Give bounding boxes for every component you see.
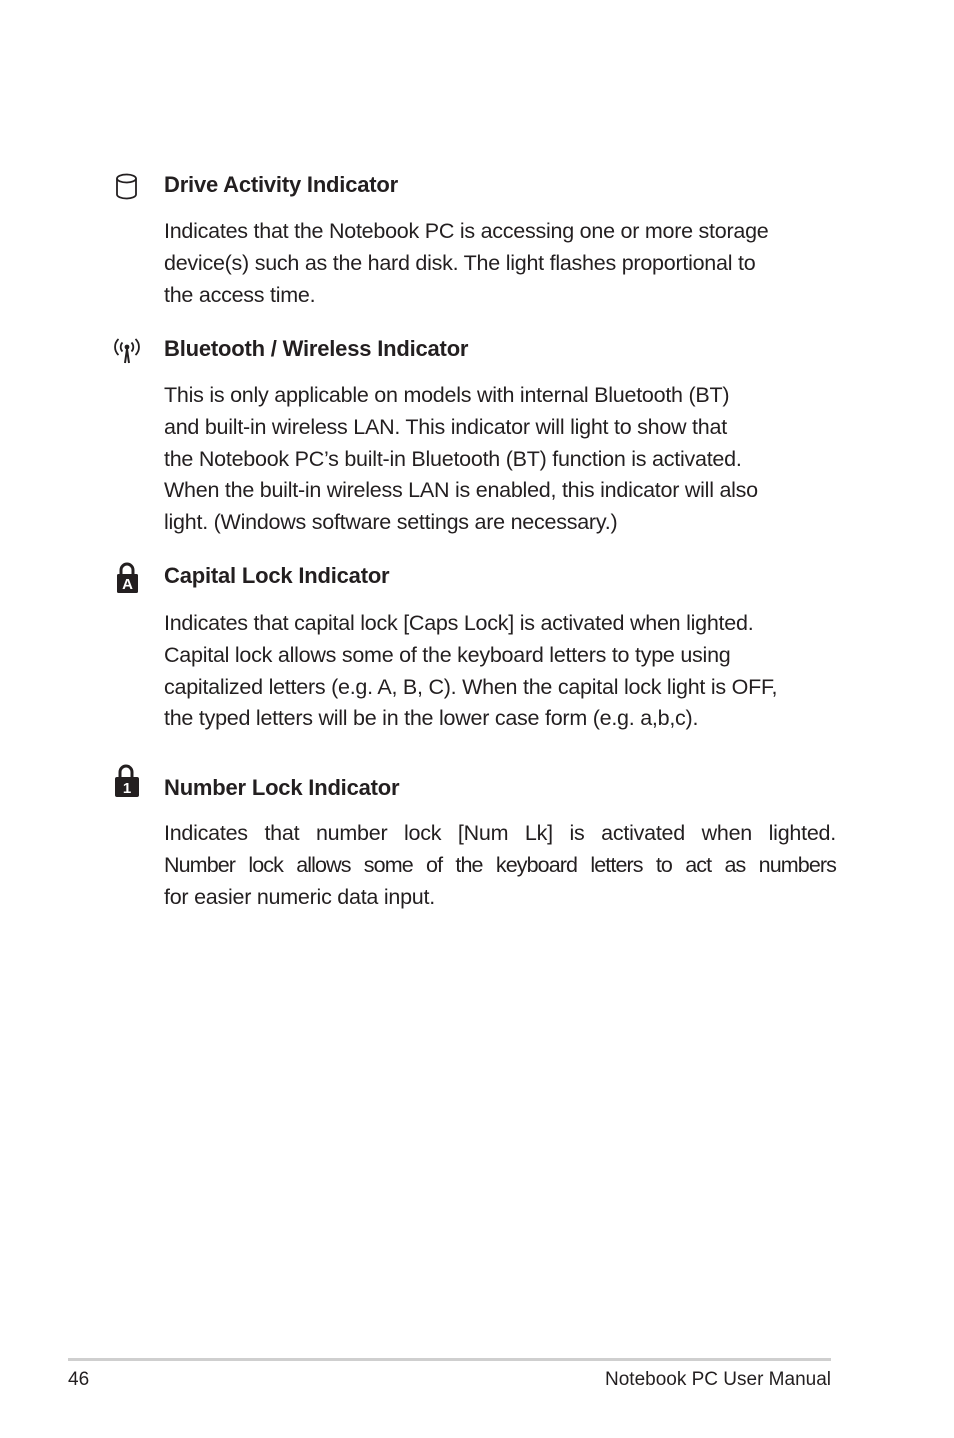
body-line: This is only applicable on models with internal Bluetooth (BT) [164, 383, 730, 407]
body-line: the typed letters will be in the lower case form (e.g. a,b,c). [164, 706, 699, 731]
body-line: Indicates that capital lock [Caps Lock] is activated when lighted. [164, 611, 754, 635]
wireless-antenna-icon [112, 335, 142, 367]
section-body [164, 818, 836, 913]
section-body [164, 608, 836, 735]
section-body [164, 216, 836, 311]
body-line: When the built-in wireless LAN is enabled, this indicator will also [164, 478, 758, 503]
drive-cylinder-icon [112, 171, 142, 203]
section-heading: Capital Lock Indicator [164, 563, 390, 588]
page-number: 46 [68, 1369, 90, 1390]
footer-divider [68, 1358, 831, 1361]
body-line: and built-in wireless LAN. This indicator will light to show that [164, 414, 727, 439]
body-line: Number lock allows some of the keyboard letters to act as numbers [164, 852, 836, 877]
number-lock-digit: 1 [122, 780, 132, 797]
section-heading: Number Lock Indicator [164, 775, 400, 800]
body-line: for easier numeric data input. [164, 884, 435, 909]
section-body [164, 380, 836, 539]
capital-lock-icon [112, 560, 142, 592]
body-line: Capital lock allows some of the keyboard letters to type using [164, 642, 731, 667]
body-line: Indicates that number lock [Num Lk] is activated when lighted. [164, 821, 836, 845]
manual-title: Notebook PC User Manual [605, 1369, 831, 1390]
section-heading: Bluetooth / Wireless Indicator [164, 336, 469, 361]
number-lock-icon [112, 762, 142, 797]
body-line: device(s) such as the hard disk. The light flashes proportional to [164, 250, 756, 275]
body-line: Indicates that the Notebook PC is accessing one or more storage [164, 219, 769, 243]
section-heading: Drive Activity Indicator [164, 172, 399, 197]
body-line: the Notebook PC’s built-in Bluetooth (BT) function is activated. [164, 446, 742, 471]
capital-lock-letter: A [122, 576, 133, 593]
body-line: capitalized letters (e.g. A, B, C). When the capital lock light is OFF, [164, 674, 778, 699]
body-line: light. (Windows software settings are necessary.) [164, 510, 618, 535]
body-line: the access time. [164, 282, 316, 307]
